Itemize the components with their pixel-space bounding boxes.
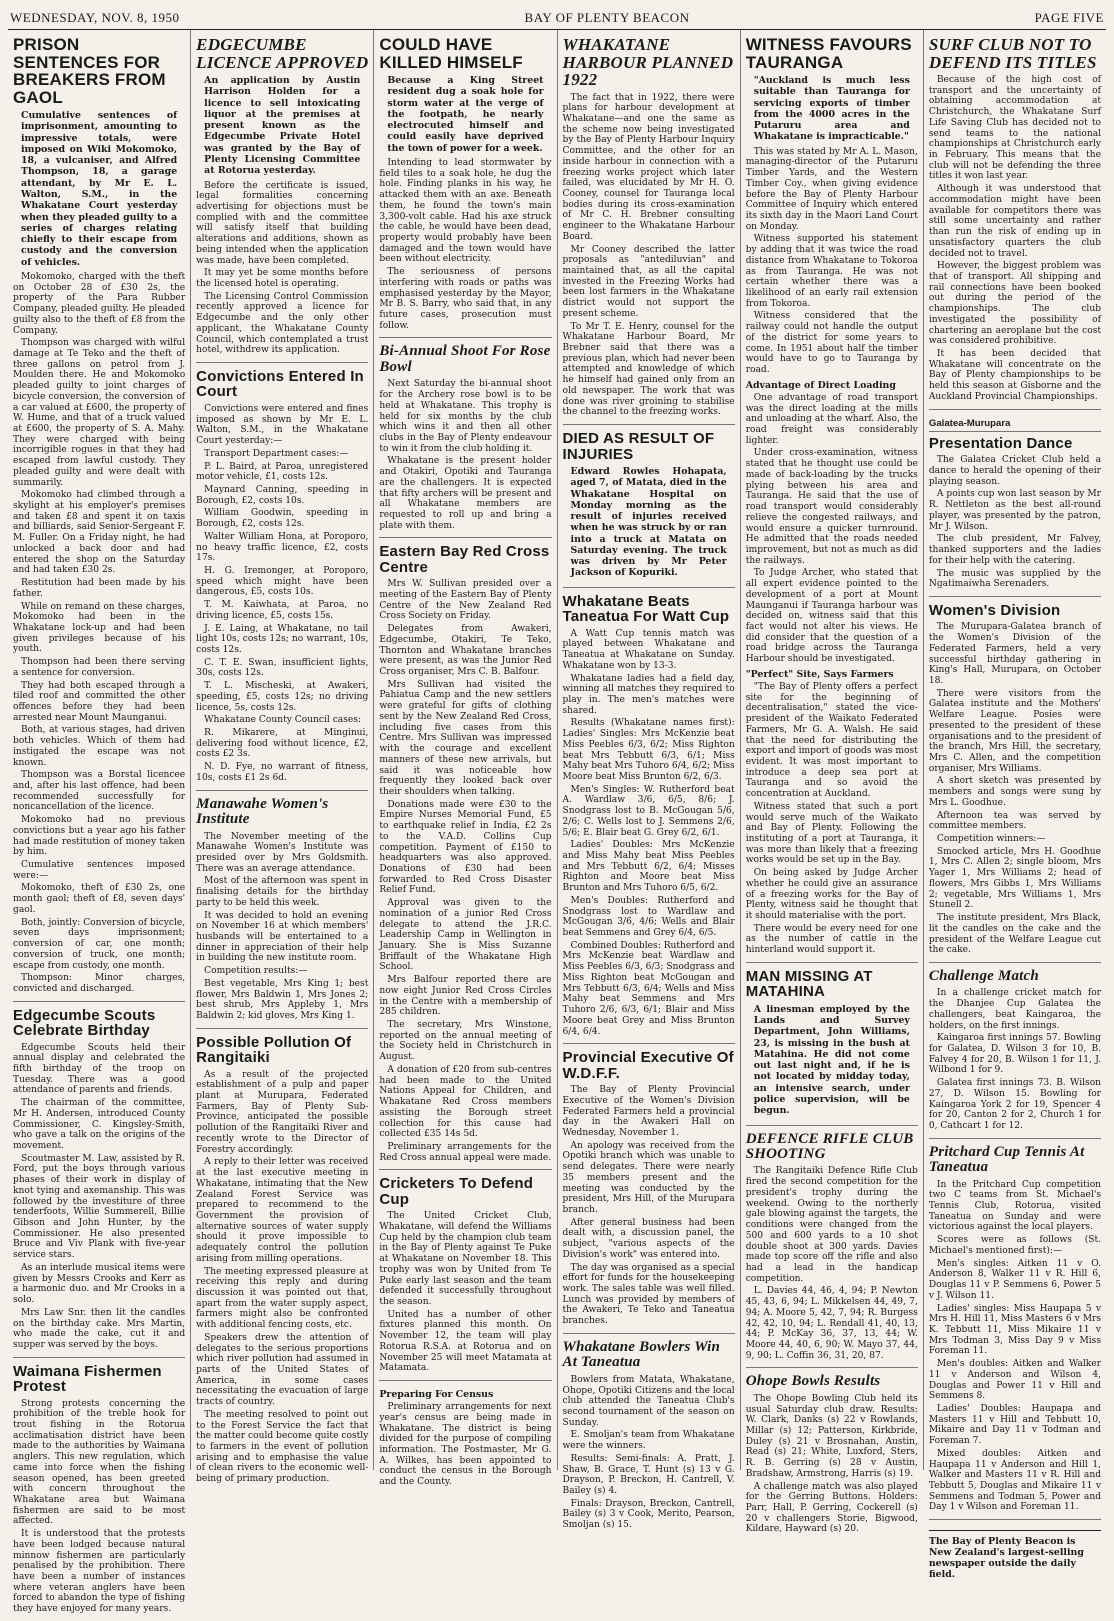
headline: WHAKATANE HARBOUR PLANNED 1922 [562, 35, 734, 89]
paragraph: The meeting resolved to point out to the Forest Service the fact that the matter could become quite costly to farmers in the event of pollution arising and to emphasise the value of clean rivers to the economic well-being of primary production. [196, 1409, 369, 1485]
paragraph: The Ohope Bowling Club held its usual Saturday club draw. Results: W. Clark, Danks (s) 22 v Rowlands, Millar (s) 12; Patterson, Kirkbride, Duley (s) 21 v Brosnahan, Austin, Read (s) 21; White, Luxford, Sters, R. B. Gerring (s) 28 v Austin, Bradshaw, Armstrong, Harris (s) 19. [745, 1393, 918, 1479]
paragraph: Mrs Law Snr. then lit the candles on the birthday cake. Mrs Martin, who made the cake, cut it and supper was served by the boys. [13, 1307, 186, 1350]
paragraph: The Rangitaiki Defence Rifle Club fired the second competition for the president's trophy during the weekend. Owing to the northerly gale blowing against the targets, the conditions were changed from the 500 and 600 yards to a 10 shot double shoot at 300 yards. Davies made top score off the rifle and also had a lead in the handicap competition. [745, 1166, 918, 1284]
headline: Manawahe Women's Institute [196, 795, 329, 828]
headline: Cricketers To Defend Cup [379, 1175, 534, 1208]
article-census [379, 1381, 551, 1494]
article-wdff-executive [563, 1044, 735, 1334]
paragraph: Mr Cooney described the latter proposals as "antediluvian" and maintained that, as all the capital invested in the Freezing Works had been lost farmers in the Whakatane district would not support the present scheme. [562, 244, 735, 319]
headline: Presentation Dance [928, 434, 1073, 452]
paragraph: Donations made were £30 to the Empire Nurses Memorial Fund, £5 to earthquake relief in India, £2 2s to the V.A.D. Collins Cup competition. Payment of £150 to headquarters was also approved. Donations of £30 had been forwarded to Red Cross Disaster Relief Fund. [379, 799, 552, 896]
paragraph: The secretary, Mrs Winstone, reported on the annual meeting of the Society held in Christchurch in August. [379, 1020, 552, 1063]
headline: Convictions Entered In Court [196, 368, 364, 401]
paragraph: A challenge match was also played for the Gerring Buttons. Holders: Parr, Hall, P. Gerring, Cockerell (s) 20 v challengers Storie, Bigwood, Kildare, Hayward (s) 20. [745, 1481, 918, 1535]
article-harbour-1922 [563, 30, 735, 425]
headline: Challenge Match [928, 967, 1039, 984]
headline: Provincial Executive Of W.D.F.F. [562, 1049, 734, 1082]
paragraph: L. Davies 44, 46, 4, 94; P. Newton 45, 43, 6, 94; L. Mikkelsen 44, 49, 7, 94; A. Moore 5, 42, 7, 94; R. Burgess 42, 42, 10, 94; L. Rendall 41, 40, 13, 44; P. McKay 36, 37, 13, 44; W. Moore 44, 40, 6, 90; W. Mayo 37, 44, 9, 90; L. Coffin 36, 31, 20, 87. [745, 1286, 918, 1361]
lead: Because a King Street resident dug a soak hole for storm water at the verge of the footpath, he nearly electrocuted himself and could easily have deprived the town of power for a week. [387, 75, 544, 154]
paragraph: Although it was understood that accommodation might have been available for competitors there was still some uncertainty and rather than run the risk of ending up in unsatisfactory quarters the club decided not to travel. [928, 184, 1102, 259]
paragraph: The meeting expressed pleasure at receiving this reply and during discussion it was pointed out that, apart from the water supply aspect, farmers might also be confronted with additional fencing costs, etc. [196, 1266, 369, 1331]
headline: SURF CLUB NOT TO DEFEND ITS TITLES [928, 35, 1097, 72]
paragraph: Whakatane ladies had a field day, winning all matches they required to play in. The men's matches were shared. [562, 673, 735, 716]
article-pritchard-cup [929, 1139, 1101, 1520]
columns [8, 30, 1106, 1615]
paragraph: Whakatane is the present holder and Otakiri, Opotiki and Tauranga are the challengers. It is expected that fifty archers will be present and all Whakatane members are requested to roll up and bring a plate with them. [379, 456, 552, 531]
paragraph: Mrs Balfour reported there are now eight Junior Red Cross Circles in the Centre with a membership of 285 children. [379, 975, 552, 1018]
paragraph: The institute president, Mrs Black, lit the candles on the cake and the president of the Welfare League cut the cake. [928, 913, 1102, 956]
headline: Waimana Fishermen Protest [13, 1362, 162, 1396]
paragraph: T. L. Mischeski, at Awakeri, speeding, £5, costs 12s; no driving licence, 5s, costs 12s. [196, 681, 369, 713]
article-presentation-dance [929, 410, 1101, 597]
paragraph: After general business had been dealt with, a discussion panel, the subject, "various aspects of the Division's work" was entered into. [562, 1217, 735, 1260]
article-witness-tauranga [746, 30, 918, 963]
article-manawahe-institute [196, 791, 368, 1029]
paragraph: Witness considered that the railway could not handle the output of the district for some years to come. In 1951 about half the timber would have to go to Tauranga by road. [745, 311, 918, 376]
paragraph: Afternoon tea was served by committee members. [928, 810, 1102, 832]
paragraph: It was decided to hold an evening on November 16 at which members' husbands will be entertained to a dinner in appreciation of their help in building the new institute room. [196, 910, 369, 964]
paragraph: As a result of the projected establishment of a pulp and paper plant at Murupara, Federated Farmers, Bay of Plenty Sub-Province, anticipated the possible pollution of the Rangitaiki River and recently wrote to the Director of Forestry accordingly. [196, 1069, 369, 1155]
paragraph: An apology was received from the Opotiki branch which was unable to send delegates. There were nearly 35 members present and the meeting was conducted by the president, Mrs Hill, of the Murupara branch. [562, 1140, 735, 1215]
headline: MAN MISSING AT MATAHINA [745, 967, 873, 1001]
column-5 [741, 30, 924, 1535]
paragraph: Thompson: Minor charges, convicted and discharged. [13, 973, 186, 994]
paragraph: H. G. Iremonger, at Poroporo, speed which might have been dangerous, £5, costs 10s. [196, 565, 369, 598]
paragraph: Convictions were entered and fines imposed as shown by Mr E. L. Walton, S.M., in the Whakatane Court yesterday:— [196, 403, 369, 447]
paragraph: Because of the high cost of transport and the uncertainty of obtaining accommodation at Christchurch, the Whakatane Surf Life Saving Club has decided not to send teams to the national championships at Christchurch early in February. This means that the club will not be defending the three titles it won last year. [928, 75, 1102, 182]
paragraph: Preliminary arrangements for next year's census are being made in Whakatane. The district is being divided for the purpose of compiling information. The Postmaster, Mr G. A. Wilkes, has been appointed to conduct the census in the Borough and the County. [379, 1402, 552, 1488]
paragraph: It may yet be some months before the licensed hotel is operating. [196, 268, 369, 289]
article-cricketers-cup [379, 1170, 551, 1381]
article-womens-division [929, 597, 1101, 963]
headline: EDGECUMBE LICENCE APPROVED [196, 35, 369, 72]
paragraph: The chairman of the committee, Mr H. Andersen, introduced County Commissioner, C. Kingsley-Smith, who gave a talk on the origins of the movement. [13, 1098, 186, 1151]
article-man-missing [746, 963, 918, 1126]
paragraph: Edgecumbe Scouts held their annual display and celebrated the fifth birthday of the troop on Tuesday. There was a good attendance of parents and friends. [13, 1042, 186, 1096]
page-number: PAGE FIVE [1034, 10, 1104, 25]
paragraph: While on remand on these charges, Mokomoko had been in the Whakatane lock-up and had been given privileges because of his youth. [13, 601, 186, 655]
paragraph: C. T. E. Swan, insufficient lights, 30s, costs 12s. [196, 657, 369, 679]
headline: Whakatane Bowlers Win At Taneatua [562, 1338, 721, 1371]
paragraph: E. Smoljan's team from Whakatane were the winners. [562, 1430, 735, 1452]
paragraph: The seriousness of persons interfering with roads or paths was emphasised yesterday by the Mayor, Mr B. S. Barry, who said that, in any future cases, prosecution must follow. [379, 267, 552, 331]
paragraph: Preliminary arrangements for the Red Cross annual appeal were made. [379, 1141, 552, 1163]
paragraph: A short sketch was presented by members and songs were sung by Mrs L. Goodhue. [928, 776, 1102, 808]
column-1 [8, 30, 191, 1615]
article-rose-bowl [379, 338, 551, 538]
paragraph: Kaingaroa first innings 57. Bowling for Galatea, D. Wilson 3 for 10, B. Falvey 4 for 20, B. Wilson 1 for 11, J. Wilbond 1 for 9. [928, 1033, 1102, 1076]
paragraph: Competition winners:— [936, 834, 1046, 845]
paragraph: William Goodwin, speeding in Borough, £2, costs 12s. [196, 508, 369, 530]
headline: DEFENCE RIFLE CLUB SHOOTING [745, 1130, 914, 1163]
paragraph: Mrs Sullivan had visited the Pahiatua Camp and the new settlers were grateful for gifts of clothing sent by the New Zealand Red Cross, including five cases from this Centre. Mrs Sullivan was impressed with the courage and excellent manners of these new arrivals, but said it was noticeable how frequently they looked back over their shoulders when talking. [379, 679, 552, 797]
article-rangitaiki-pollution [196, 1029, 368, 1491]
closing-notice: The Bay of Plenty Beacon is New Zealand's largest-selling newspaper outside the daily field. [929, 1530, 1101, 1580]
paragraph: Galatea first innings 73. B. Wilson 27, D. Wilson 15. Bowling for Kaingaroa York 2 for 19, Spencer 4 for 20, Canton 2 for 2, Church 1 for 0, Cathcart 1 for 12. [928, 1078, 1102, 1131]
paragraph: It is understood that the protests have been lodged because natural minnow fishermen are particularly penalised by the prohibition. There have been a number of instances where veteran anglers have been forced to abandon the type of fishing they have enjoyed for many years. [13, 1529, 186, 1615]
lead: Cumulative sentences of imprisonment, amounting to impressive totals, were imposed on Wiki Mokomoko, 18, a vulcaniser, and Alfred Thompson, 18, a garage attendant, by Mr E. L. Walton, S.M., in the Whakatane Court yesterday when they pleaded guilty to a series of charges relating chiefly to their escape from custody and the conversion of vehicles. [21, 110, 178, 268]
paragraph: The Bay of Plenty Provincial Executive of the Women's Division Federated Farmers held a provincial day in the Awakeri Hall on Wednesday, November 1. [562, 1085, 735, 1138]
paragraph: Mokomoko had climbed through a skylight at his employer's premises and taken £8 and spent it on taxis and billiards, said Senior-Sergeant F. M. Fuller. On a Friday night, he had unlocked a back door and had entered the shop on the Saturday and had taken £30 2s. [13, 490, 186, 576]
article-surf-club [929, 30, 1101, 410]
paragraph: Results: Semi-finals: A. Pratt, J. Shaw, B. Grace, T. Hunt (s) 13 v G. Drayson, P. Breckon, H. Cantrell, V. Bailey (s) 4. [562, 1453, 735, 1496]
headline: Ohope Bowls Results [745, 1373, 881, 1390]
paragraph: Under cross-examination, witness stated that he thought use could be made of back-loading by the trucks plying between his area and Tauranga. He said that the use of road transport would considerably relieve the congested railways, and would ensure a quicker turnround. He admitted that the roads needed improvement, but not as much as did the railways. [745, 448, 918, 566]
masthead [8, 6, 1106, 30]
paragraph: Bowlers from Matata, Whakatane, Ohope, Opotiki Citizens and the local club attended the Taneatua Club's second tournament of the season on Sunday. [562, 1374, 735, 1428]
paragraph: T. M. Kaiwhata, at Paroa, no driving licence, £5, costs 15s. [196, 600, 369, 621]
paragraph: The day was organised as a special effort for funds for the housekeeping work. The sales table was well filled. Lunch was provided by members of the Awakeri, Te Teko and Taneatua branches. [562, 1262, 735, 1327]
column-4 [558, 30, 741, 1531]
subheadline: Preparing For Census [379, 1389, 494, 1401]
paragraph: Before the certificate is issued, legal formalities concerning advertising for objections must be complied with and the committee will satisfy itself that building alterations and additions, shown as being intended when the application was made, have been completed. [196, 180, 369, 266]
article-prison-sentences [13, 30, 185, 1002]
paragraph: Mokomoko, theft of £30 2s, one month gaol; theft of £8, seven days' gaol. [13, 883, 186, 915]
paragraph: There would be every need for one as the number of cattle in the hinterland would support it. [745, 923, 918, 956]
paragraph: N. D. Fye, no warrant of fitness, 10s, costs £1 2s 6d. [196, 762, 369, 783]
paragraph: The Murupara-Galatea branch of the Women's Division of the Federated Farmers, held a very successful birthday gathering in King's Hall, Murupara, on October 18. [928, 622, 1102, 686]
column-3 [374, 30, 557, 1488]
article-ohope-bowls [746, 1368, 918, 1541]
headline: Whakatane Beats Taneatua For Watt Cup [562, 592, 730, 626]
paragraph: Both, at various stages, had driven both vehicles. Which of them had instigated the escape was not known. [13, 725, 186, 768]
paragraph: Scoutmaster M. Law, assisted by R. Ford, put the boys through various phases of their work in display of knot tying and axemanship. This was followed by the investiture of three tenderfoots, Willie Summerell, Billie Gibson and John Hunter, by the Commissioner. He also presented Bruce and Viv Plank with five-year service stars. [13, 1153, 186, 1261]
headline: Possible Pollution Of Rangitaiki [196, 1033, 352, 1067]
headline: DIED AS RESULT OF INJURIES [562, 430, 715, 463]
paragraph: Competition results:— [204, 966, 308, 977]
paragraph: Next Saturday the bi-annual shoot for the Archery rose bowl is to be held at Whakatane. This trophy is held for six months by the club which wins it and then all other clubs in the Bay of Plenty endeavour to win it from the club holding it. [379, 379, 552, 454]
article-taneatua-bowlers [563, 1334, 735, 1537]
paragraph: They had both escaped through a tiled roof and committed the other offences before they had been arrested near Mount Maunganui. [13, 680, 186, 723]
article-waimana-fishermen [13, 1358, 185, 1621]
paragraph: There were visitors from the Galatea institute and the Mothers' Welfare League. Posies were presented to the president of these organisations and to the president of the branch, Mrs Hill, the secretary, Mrs C. Allen, and the competition organiser, Mrs Williams. [928, 688, 1102, 774]
headline: WITNESS FAVOURS TAURANGA [745, 35, 912, 72]
paragraph: It has been decided that Whakatane will concentrate on the Bay of Plenty championships to be held this season at Gisborne and the Auckland Provincial Championships. [928, 348, 1102, 402]
paragraph: Thompson was charged with wilful damage at Te Teko and the theft of three gallons on petrol from J. Moulden there. He and Mokomoko pleaded guilty to joint charges of bicycle conversion, the conversion of a car valued at £600, the property of W. Hume, and that of a truck valued at £600, the property of S. A. Mahy. They were charged with being incorrigible rogues in that they had escaped from lawful custody. They pleaded guilty and were dealt with summarily. [13, 338, 186, 488]
paragraph: Speakers drew the attention of delegates to the serious proportions which river pollution had assumed in parts of the United States of America, in some cases necessitating the evacuation of large tracts of country. [196, 1332, 369, 1408]
paragraph: Combined Doubles: Rutherford and Mrs McKenzie beat Wardlaw and Miss Peebles 6/3, 6/3; Snodgrass and Miss Righton beat McGougan and Mrs Tebbutt 6/3, 6/4; Wells and Miss Mahy beat Semmens and Mrs Tuhoro 2/6, 6/3, 6/1; Blair and Miss Moore beat Grey and Miss Brunton 6/4, 6/4. [562, 940, 735, 1037]
headline: Pritchard Cup Tennis At Taneatua [928, 1143, 1085, 1176]
paragraph: P. L. Baird, at Paroa, unregistered motor vehicle, £1, costs 12s. [196, 461, 369, 483]
paragraph: Thompson was a Borstal licencee and, after his last offence, had been recommended successfully for noncancellation of the licence. [13, 770, 186, 813]
paragraph: Mokomoko had no previous convictions but a year ago his father had made restitution of money taken by him. [13, 815, 186, 858]
subheadline: "Perfect" Site, Says Farmers [745, 668, 894, 680]
paragraph: Men's Singles: W. Rutherford beat A. Wardlaw 3/6, 6/5, 8/6; J. Snodgrass lost to B. McGougan 5/6, 2/6; C. Wells lost to J. Semmens 2/6, 5/6; E. Blair beat G. Grey 6/2, 6/1. [562, 784, 735, 838]
article-convictions [196, 363, 368, 791]
paragraph: Delegates from Awakeri, Edgecumbe, Otakiri, Te Teko, Thornton and Whakatane branches were present, as was the Junior Red Cross organiser, Mrs C. B. Balfour. [379, 624, 552, 678]
paragraph: In the Pritchard Cup competition two C teams from St. Michael's Tennis Club, Rotorua, visited Taneatua on Sunday and were victorious against the local players. [928, 1179, 1102, 1233]
paragraph: Both, jointly: Conversion of bicycle, seven days imprisonment; conversion of car, one month; conversion of truck, one month; escape from custody, one month. [13, 917, 186, 971]
paragraph: One advantage of road transport was the direct loading at the mills and unloading at the wharf. Also, the road freight was considerably lighter. [745, 392, 918, 446]
paragraph: The United Cricket Club, Whakatane, will defend the Williams Cup held by the champion club team in the Bay of Plenty against Te Puke at Whakatane on November 18. This trophy was won by United from Te Puke early last season and the team defended it successfully throughout the season. [379, 1211, 552, 1307]
paragraph: Walter William Hona, at Poroporo, no heavy traffic licence, £2, costs 17s. [196, 531, 369, 564]
paragraph: To Mr T. E. Henry, counsel for the Whakatane Harbour Board, Mr Brebner said that there was a previous plan, which had never been attempted and knowledge of which he himself had gained only from an old newspaper. The work that was done was river groining to stabilise the channel to the freezing works. [562, 321, 735, 418]
paragraph: Most of the afternoon was spent in finalising details for the birthday party to be held this week. [196, 876, 369, 908]
paragraph: The Licensing Control Commission recently approved a licence for Edgecumbe and the only other applicant, the Whakatane County Council, which contemplated a trust hotel, withdrew its application. [196, 291, 369, 356]
paragraph: United has a number of other fixtures planned this month. On November 12, the team will play Rotorua R.S.A. at Rotorua and on November 25 will meet Matamata at Matamata. [379, 1309, 552, 1374]
paragraph: Ladies' Doubles: Haupapa and Masters 11 v Hill and Tebbutt 10, Mikaire and Day 11 v Todman and Foreman 7. [928, 1403, 1102, 1447]
paragraph: On being asked by Judge Archer whether he could give an assurance of a freezing works for the Bay of Plenty, witness said he thought that it should materialise with the port. [745, 868, 918, 922]
paragraph: Mixed doubles: Aitken and Haupapa 11 v Anderson and Hill 1, Walker and Masters 11 v R. Hill and Tebbutt 5, Douglas and Mikaire 11 v Semmens and Todman 5, Power and Day 1 v Wilson and Foreman 11. [928, 1448, 1102, 1513]
article-rifle-club [746, 1126, 918, 1369]
paragraph: A points cup won last season by Mr R. Nettleton as the best all-round player, was presented by the patron, Mr J. Wilson. [928, 489, 1102, 532]
paragraph: Thompson had been there serving a sentence for conversion. [13, 657, 186, 678]
column-6 [924, 30, 1106, 1581]
section-label: Galatea-Murupara [929, 418, 1101, 432]
lead: A linesman employed by the Lands and Survey Department, John Williams, 23, is missing in the bush at Matahina. He did not come out last night and, if he is not located by midday today, an intensive search, under police supervision, will be begun. [753, 1003, 910, 1117]
lead: "Auckland is much less suitable than Tauranga for servicing exports of timber from the 4000 acres in the Putaruru area and Whakatane is impracticable." [753, 75, 910, 143]
paragraph: Men's doubles: Aitken and Walker 11 v Anderson and Wilson 4, Douglas and Power 11 v Hill and Semmens 8. [928, 1359, 1102, 1402]
paragraph: Men's singles: Aitken 11 v O. Anderson 8, Walker 11 v R. Hill 6, Douglas 11 v P. Semmens 6, Power 5 v J. Wilson 11. [928, 1258, 1102, 1301]
paragraph: Ladies' Doubles: Mrs McKenzie and Miss Mahy beat Miss Peebles and Mrs Tebbutt 6/2, 6/4; Misses Righton and Moore beat Miss Brunton and Mrs Tuhoro 6/5, 6/2. [562, 840, 735, 894]
paragraph: Whakatane County Council cases: [204, 715, 362, 726]
paragraph: Ladies' singles: Miss Haupapa 5 v Mrs H. Hill 11, Miss Masters 6 v Mrs K. Tebbutt 11, Miss Mikaire 11 v Mrs Todman 3, Miss Day 9 v Miss Foreman 11. [928, 1303, 1102, 1357]
article-watt-cup [563, 588, 735, 1044]
paragraph: The fact that in 1922, there were plans for harbour development at Whakatane—and one the same as the scheme now being investigated by the Bay of Plenty Harbour Inquiry Committee, and the other for an inside harbour in connection with a freezing works project which later failed, was elucidated by Mr H. O. Cooney, counsel for Tauranga local bodies during its cross-examination of Mr C. H. Brebner consulting engineer to the Whakatane Harbour Board. [562, 92, 735, 242]
paragraph: Strong protests concerning the prohibition of the treble hook for trout fishing in the Rotorua acclimatisation district have been made to the authorities by Waimana anglers. This new regulation, which came into force when the fishing season opened, has been greeted with concern throughout the Whakatane area but Waimana fishermen are said to be most affected. [13, 1398, 186, 1527]
headline: Eastern Bay Red Cross Centre [379, 543, 550, 576]
paragraph: This was stated by Mr A. L. Mason, managing-director of the Putaruru Timber Yards, and the Western Timber Coy., when giving evidence before the Bay of Plenty Harbour Committee of Inquiry which entered its sixth day in the Maori Land Court on Monday. [745, 146, 918, 232]
paragraph: Results (Whakatane names first): Ladies' Singles: Mrs McKenzie beat Miss Peebles 6/3, 6/2; Miss Righton beat Mrs Tebbutt 6/3, 6/1; Miss Mahy beat Mrs Tuhoro 6/4, 6/2; Miss Moore beat Miss Brunton 6/2, 6/3. [562, 718, 735, 782]
paragraph: Mokomoko, charged with the theft on October 28 of £30 2s, the property of the Para Rubber Company, pleaded guilty. He pleaded guilty also to the theft of £8 from the Company. [13, 271, 186, 336]
paragraph: However, the biggest problem was that of transport. All shipping and rail connections have been booked out during the period of the championships. The club investigated the possibility of chartering an aeroplane but the cost was considered prohibitive. [928, 261, 1102, 347]
paragraph: Intending to lead stormwater by field tiles to a soak hole, he dug the hole. Finding planks in his way, he attacked them with an axe. Beneath them, he found the town's main 3,300-volt cable. Had his axe struck the cable, he would have been dead, property would probably have been damaged and the town would have been without electricity. [379, 157, 552, 265]
paragraph: As an interlude musical items were given by Messrs Crooks and Kerr as a harmonic duo. and Mr Crooks in a solo. [13, 1262, 186, 1306]
paragraph: Scores were as follows (St. Michael's mentioned first):— [928, 1235, 1102, 1256]
column-2 [191, 30, 374, 1485]
headline: Bi-Annual Shoot For Rose Bowl [379, 343, 551, 375]
paragraph: The music was supplied by the Ngatimaiwha Serenaders. [928, 568, 1102, 590]
paragraph: A reply to their letter was received at the last executive meeting in Whakatane, intimating that the New Zealand Forest Service was prepared to recommend to the Government the provision of alternative sources of water supply should it prove impossible to adequately control the pollution arising from milling operations. [196, 1157, 369, 1264]
headline: Edgecumbe Scouts Celebrate Birthday [13, 1006, 156, 1040]
paper-name: BAY OF PLENTY BEACON [524, 10, 690, 25]
paragraph: Best vegetable, Mrs King 1; best flower, Mrs Baldwin 1, Mrs Jones 2; best shrub, Mrs Appleby 1, Mrs Baldwin 2; kid gloves, Mrs King 1. [196, 978, 369, 1021]
paragraph: To Judge Archer, who stated that all expert evidence pointed to the development of a port at Mount Maunganui if Tauranga harbour was decided on, witness said that this fact would not alter his views. He did consider that the question of a road bridge across the Tauranga Harbour should be investigated. [745, 568, 918, 665]
article-edgecumbe-licence [196, 30, 368, 363]
paragraph: Smocked article, Mrs H. Goodhue 1, Mrs C. Allen 2; single bloom, Mrs Yager 1, Mrs Williams 2; head of flowers, Mrs Gibbs 1, Mrs Williams 2; vegetable, Mrs Williams 1, Mrs Stunell 2. [928, 846, 1102, 911]
headline: PRISON SENTENCES FOR BREAKERS FROM GAOL [13, 35, 166, 107]
issue-date: WEDNESDAY, NOV. 8, 1950 [10, 10, 180, 25]
article-could-have-killed [379, 30, 551, 338]
paragraph: R. Mikarere, at Minginui, delivering food without licence, £2, costs £2 3s. [196, 728, 369, 760]
paragraph: Cumulative sentences imposed were:— [13, 860, 186, 881]
paragraph: "The Bay of Plenty offers a perfect site for the beginning of decentralisation," stated the vice-president of the Waikato Federated Farmers, Mr G. A. Walsh. He said that the need for distributing the export and import of goods was most evident. It was most important to introduce a deep sea port at Tauranga and so avoid the concentration at Auckland. [745, 681, 918, 800]
article-died-injuries [563, 425, 735, 588]
article-challenge-match [929, 963, 1101, 1139]
subheadline: Advantage of Direct Loading [745, 379, 896, 391]
paragraph: Witness stated that such a port would serve much of the Waikato and Bay of Plenty. Following the instituting of a port at Tauranga, it was more than likely that a freezing works would be set up in the Bay. [745, 801, 918, 866]
paragraph: J. E. Laing, at Whakatane, no tail light 10s, costs 12s; no warrant, 10s, costs 12s. [196, 623, 369, 655]
article-red-cross [379, 538, 551, 1170]
article-edgecumbe-scouts [13, 1002, 185, 1358]
paragraph: Men's Doubles: Rutherford and Snodgrass lost to Wardlaw and McGougan 3/6, 4/6; Wells and Blair beat Semmens and Grey 6/4, 6/5. [562, 895, 735, 939]
paragraph: Maynard Canning, speeding in Borough, £2, costs 10s. [196, 484, 369, 506]
headline: COULD HAVE KILLED HIMSELF [379, 35, 523, 72]
paragraph: A donation of £20 from sub-centres had been made to the United Nations Appeal for Children, and Whakatane Red Cross members assisting the Borough street collection for this cause had collected £35 14s 5d. [379, 1064, 552, 1140]
lead: An application by Austin Harrison Holden for a licence to sell intoxicating liquor at the premises at present known as the Edgecumbe Private Hotel was granted by the Bay of Plenty Licensing Committee at Rotorua yesterday. [204, 75, 361, 177]
paragraph: The November meeting of the Manawahe Women's Institute was presided over by Mrs Goldsmith. There was an average attendance. [196, 831, 369, 874]
paragraph: A Watt Cup tennis match was played between Whakatane and Taneatua at Whakatane on Sunday. Whakatane won by 13-3. [562, 628, 735, 671]
paragraph: Finals: Drayson, Breckon, Cantrell, Bailey (s) 3 v Cook, Merito, Pearson, Smoljan (s) 15. [562, 1498, 735, 1531]
paragraph: Witness supported his statement by adding that it was twice the road distance from Whakatane to Tokoroa as from Tauranga. He was not certain whether there was a likelihood of an early rail extension from Tokoroa. [745, 234, 918, 309]
paragraph: The Galatea Cricket Club held a dance to herald the opening of their playing season. [928, 455, 1102, 487]
paragraph: Approval was given to the nomination of a junior Red Cross delegate to attend the J.R.C. Leadership Camp in Wellington in January. She is Miss Suzanne Briffault of the Whakatane High School. [379, 898, 552, 973]
paragraph: In a challenge cricket match for the Dhanjee Cup Galatea the challengers, beat Kaingaroa, the holders, on the first innings. [928, 988, 1102, 1031]
lead: Edward Rowles Hohapata, aged 7, of Matata, died in the Whakatane Hospital on Monday morning as the result of injuries received when he was struck by or ran into a truck at Matata on Saturday evening. The truck was driven by Mr Peter Jackson of Kopuriki. [570, 465, 727, 579]
paragraph: Restitution had been made by his father. [13, 578, 186, 599]
paragraph: Transport Department cases:— [204, 448, 349, 459]
paragraph: Mrs W. Sullivan presided over a meeting of the Eastern Bay of Plenty Centre of the New Zealand Red Cross Society on Friday. [379, 579, 552, 622]
paragraph: The club president, Mr Falvey, thanked supporters and the ladies for their help with the catering. [928, 534, 1102, 566]
headline: Women's Division [928, 601, 1061, 619]
